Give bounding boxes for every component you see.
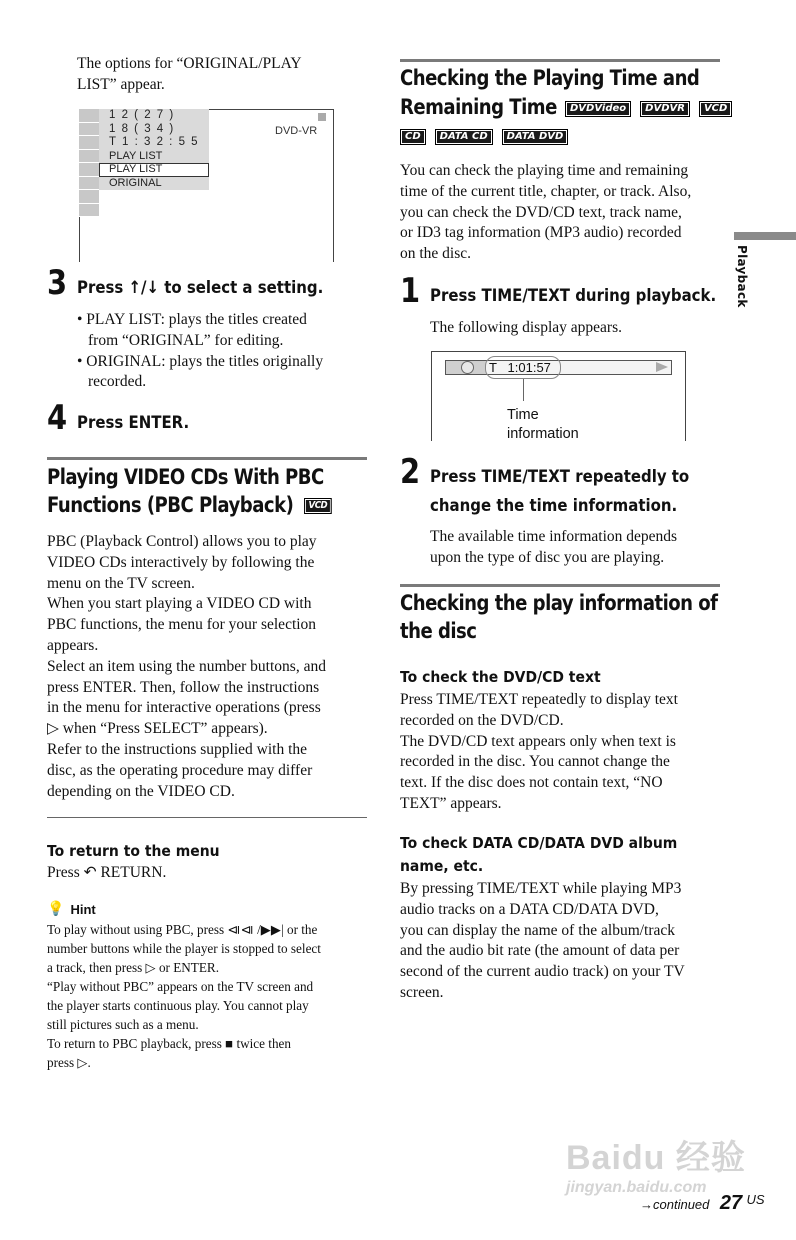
disc-badges-line2	[400, 128, 573, 146]
step-2-number: 2	[400, 452, 421, 492]
page-number: 27	[719, 1192, 743, 1214]
osd-time: T 1 : 3 2 : 5 5	[109, 136, 200, 148]
time-heading-line2: Remaining Time	[400, 95, 557, 119]
hint-block: 💡 Hint To play without using PBC, press ⧏⧏ /▶▶| or the number buttons while the player is stopped to select a track, then press ▷ or ENTER. “Play without PBC” appears on the TV screen and the player starts continuous play. You cannot play still pictures such as a menu. To return to PBC playback, press ■ twice then press ▷.	[47, 901, 321, 1070]
vcd-badge: VCD	[304, 498, 331, 514]
return-menu-body: Press ↶ RETURN.	[47, 864, 167, 881]
pbc-heading-line2: Functions (PBC Playback) VCD	[47, 491, 336, 519]
watermark: Baidu 经验 jingyan.baidu.com	[566, 1139, 746, 1196]
return-menu-title: To return to the menu	[47, 842, 220, 860]
step-4-title: Press ENTER.	[77, 413, 190, 433]
data-cd-badge: DATA CD	[435, 129, 493, 145]
dvd-video-badge: DVDVideo	[565, 101, 631, 117]
time-body: You can check the playing time and remaining time of the current title, chapter, or track. Also, you can check the DVD/CD text, track name, or ID3 tag information (MP3 audio) recorded on the disc.	[400, 162, 692, 263]
side-tab-label: Playback	[735, 245, 749, 308]
osd-time-display	[431, 351, 686, 441]
step-2-title-line2: change the time information.	[430, 496, 678, 516]
osd-time-readout: T 1:01:57	[489, 360, 551, 375]
time-highlight-circle	[485, 356, 561, 379]
step-1-number: 1	[400, 271, 421, 311]
continued-label: →continued	[640, 1197, 710, 1212]
info-heading-line2: the disc	[400, 619, 477, 643]
step-1-title: Press TIME/TEXT during playback.	[430, 286, 717, 306]
osd-chapter-number: 1 8 ( 3 4 )	[109, 122, 175, 135]
play-icon	[656, 362, 668, 372]
osd-option-original: ORIGINAL	[109, 176, 162, 189]
dvdtext-body: Press TIME/TEXT repeatedly to display text recorded on the DVD/CD. The DVD/CD text appears only when text is recorded in the disc. You cannot change the text. If the disc does not contain text, “NO TEXT” appears.	[400, 691, 678, 812]
section-rule	[400, 584, 720, 587]
osd-option-playlist: PLAY LIST	[109, 163, 163, 175]
vcd-badge: VCD	[699, 101, 732, 117]
disc-icon	[461, 361, 474, 374]
info-heading-line1: Checking the play information of	[400, 591, 718, 615]
data-dvd-badge: DATA DVD	[502, 129, 569, 145]
section-rule	[400, 59, 720, 62]
time-heading-line1: Checking the Playing Time and	[400, 66, 700, 90]
section-rule	[47, 457, 367, 460]
step-3-title: Press ↑/↓ to select a setting.	[77, 278, 324, 298]
album-title-line2: name, etc.	[400, 857, 484, 875]
album-body: By pressing TIME/TEXT while playing MP3 audio tracks on a DATA CD/DATA DVD, you can display the name of the album/track and the audio bit rate (the amount of data per second of the current audio track) on your TV screen.	[400, 880, 685, 1001]
footer	[640, 1192, 765, 1215]
lightbulb-icon: 💡	[47, 901, 65, 917]
time-information-callout: Time information	[507, 407, 579, 442]
osd-setting-current: PLAY LIST	[109, 149, 163, 162]
osd-title-number: 1 2 ( 2 7 )	[109, 109, 175, 121]
album-title-line1: To check DATA CD/DATA DVD album	[400, 834, 678, 852]
disc-badges-line1	[565, 100, 737, 118]
pbc-body: PBC (Playback Control) allows you to play VIDEO CDs interactively by following the menu on the TV screen. When you start playing a VIDEO CD with PBC functions, the menu for your selection appears. Select an item using the number buttons, and press ENTER. Then, follow the instructions in the menu for interactive operations (press ▷ when “Press SELECT” appears). Refer to the instructions supplied with the disc, as the operating procedure may differ depending on the VIDEO CD.	[47, 533, 326, 800]
side-tab-bar	[734, 232, 796, 240]
dvdtext-title: To check the DVD/CD text	[400, 668, 601, 686]
intro-text: The options for “ORIGINAL/PLAY LIST” appear.	[77, 55, 302, 93]
callout-line	[523, 379, 524, 401]
step-2-title-line1: Press TIME/TEXT repeatedly to	[430, 467, 690, 487]
dvd-vr-badge: DVDVR	[640, 101, 690, 117]
osd-original-playlist	[79, 109, 334, 262]
osd-disc-type: DVD-VR	[275, 125, 318, 137]
step-3-number: 3	[47, 263, 68, 303]
pbc-heading-line1: Playing VIDEO CDs With PBC	[47, 465, 324, 489]
thin-divider	[47, 817, 367, 818]
page-suffix: US	[746, 1192, 765, 1207]
step-2-body: The available time information depends upon the type of disc you are playing.	[430, 528, 678, 566]
hint-title: Hint	[70, 901, 96, 917]
cd-badge: CD	[400, 129, 426, 145]
step-4-number: 4	[47, 398, 68, 438]
step-3-bullets: • PLAY LIST: plays the titles created from “ORIGINAL” for editing. • ORIGINAL: plays the titles originally recorded.	[77, 311, 324, 391]
step-1-sub: The following display appears.	[430, 319, 622, 336]
stop-icon	[318, 113, 326, 121]
